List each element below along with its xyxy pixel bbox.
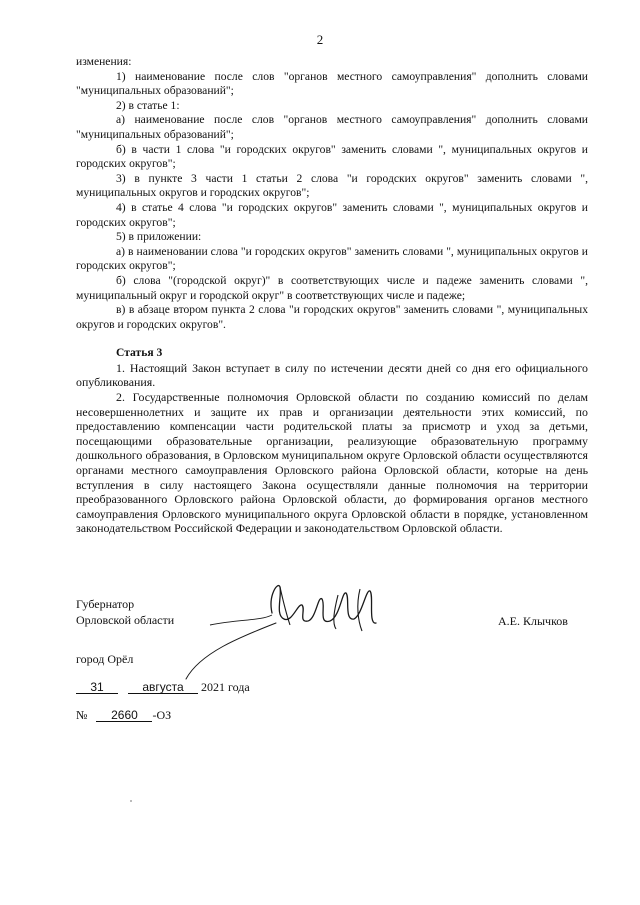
amendment-line: 3) в пункте 3 части 1 статьи 2 слова "и городских округов" заменить словами ", муниципальных округов и городских округов";: [76, 171, 588, 200]
amendment-line: 4) в статье 4 слова "и городских округов" заменить словами ", муниципальных округов и городских округов";: [76, 200, 588, 229]
number-sign: №: [76, 708, 88, 722]
scan-speck: [130, 800, 132, 802]
document-body: [76, 55, 588, 536]
number-suffix: -ОЗ: [152, 708, 172, 722]
governor-title-line-2: Орловской области: [76, 613, 175, 627]
page-number: 2: [316, 32, 324, 47]
amendment-line: в) в абзаце втором пункта 2 слова "и городских округов" заменить словами ", муниципальных округов и городских округов".: [76, 303, 588, 331]
date-day: 31: [76, 681, 118, 694]
amendment-line: а) в наименовании слова "и городских округов" заменить словами ", муниципальных округов и городских округов";: [76, 244, 588, 273]
law-number: [76, 708, 171, 723]
amendment-line: изменения:: [76, 55, 132, 68]
amendment-line: б) слова "(городской округ)" в соответствующих числе и падеже заменить словами ", муниципальный округ и городской округ" в соответствующих числе и падеже;: [76, 273, 588, 302]
article-3-heading: Статья 3: [116, 346, 163, 360]
article-2-amendments: [76, 55, 588, 332]
governor-title: [76, 596, 174, 628]
amendment-line: 2) в статье 1:: [116, 98, 180, 112]
amendment-line: 5) в приложении:: [116, 230, 202, 244]
number-value: 2660: [96, 709, 152, 722]
article-3-paragraph-1: 1. Настоящий Закон вступает в силу по истечении десяти дней со дня его официального опубликования.: [76, 360, 588, 390]
amendment-line: б) в части 1 слова "и городских округов" заменить словами ", муниципальных округов и городских округов";: [76, 142, 588, 171]
date-month: августа: [128, 681, 198, 694]
date-year: 2021 года: [201, 680, 250, 694]
city-label: город Орёл: [76, 652, 134, 666]
governor-signature: [180, 575, 380, 685]
signing-date: [76, 680, 250, 695]
governor-title-line-1: Губернатор: [76, 597, 135, 611]
governor-name: А.Е. Клычков: [498, 614, 568, 628]
article-3-paragraph-2: 2. Государственные полномочия Орловской области по созданию комиссий по делам несовершеннолетних и защите их прав и организации деятельности этих комиссий, по предоставлению компенсации части родительской платы за присмотр и уход за детьми, посещающими образовательные организации, реализующие образовательную программу дошкольного образования, в Орловском муниципальном округе Орловской области осуществляются органами местного самоуправления Орловского района Орловской области, которые на день вступления в силу настоящего Закона осуществляли данные полномочия на территории преобразованного Орловского района Орловской области, до формирования органов местного самоуправления Орловского муниципального округа Орловской области в порядке, установленном законодательством Российской Федерации и законодательством Орловской области.: [76, 390, 588, 536]
amendment-line: а) наименование после слов "органов местного самоуправления" дополнить словами "муниципальных образований";: [76, 113, 588, 141]
amendment-line: 1) наименование после слов "органов местного самоуправления" дополнить словами "муниципальных образований";: [76, 69, 588, 98]
